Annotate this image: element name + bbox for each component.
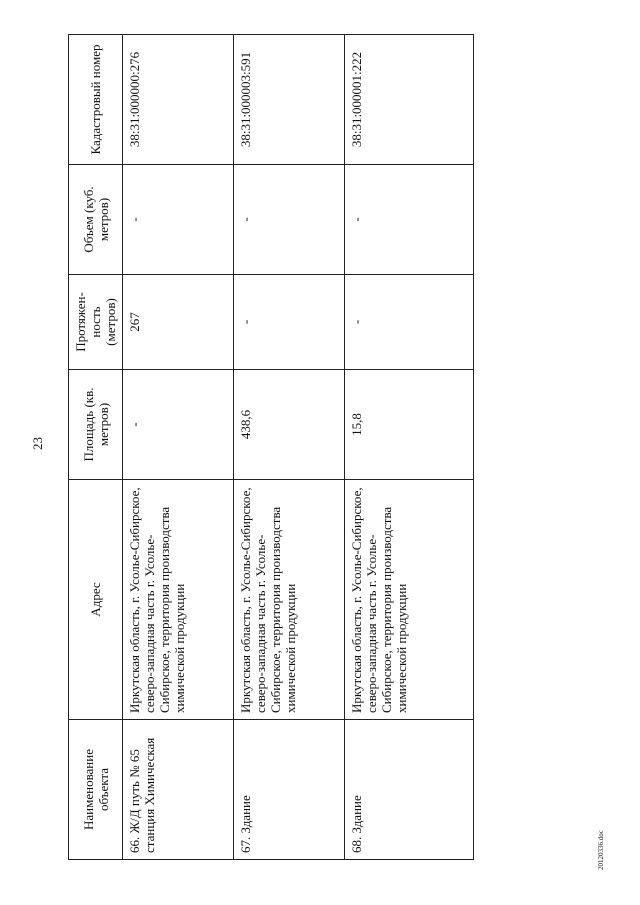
cell-length: 267 [123,275,234,370]
cell-length: - [234,275,345,370]
cell-area: 15,8 [345,370,474,480]
cell-name: 68. Здание [345,720,474,860]
cell-length: - [345,275,474,370]
cell-volume: - [345,165,474,275]
objects-table [68,34,474,860]
table-header-row [69,35,123,860]
header-volume: Объем (куб. метров) [69,165,123,275]
cell-address: Иркутская область, г. Усолье-Сибирское, северо-западная часть г. Усолье-Сибирское, территория производства химической продукции [234,480,345,720]
header-area: Площадь (кв. метров) [69,370,123,480]
cell-area: - [123,370,234,480]
cell-area: 438,6 [234,370,345,480]
header-name: Наименование объекта [69,720,123,860]
cell-address: Иркутская область, г. Усолье-Сибирское, северо-западная часть г. Усолье-Сибирское, территория производства химической продукции [345,480,474,720]
table-row [345,35,474,860]
cell-address: Иркутская область, г. Усолье-Сибирское, северо-западная часть г. Усолье-Сибирское, территория производства химической продукции [123,480,234,720]
cell-cadastral: 38:31:000001:222 [345,35,474,165]
cell-name: 66. Ж/Д путь № 65 станция Химическая [123,720,234,860]
table-row [123,35,234,860]
cell-cadastral: 38:31:000000:276 [123,35,234,165]
header-cadastral: Кадастровый номер [69,35,123,165]
header-length: Протяжен-ность (метров) [69,275,123,370]
cell-volume: - [123,165,234,275]
page-number: 23 [30,437,45,450]
header-address: Адрес [69,480,123,720]
footer-filename: 20120336.doc [597,830,605,870]
cell-cadastral: 38:31:000003:591 [234,35,345,165]
cell-name: 67. Здание [234,720,345,860]
rotated-table-wrapper [68,35,568,860]
cell-volume: - [234,165,345,275]
table-row [234,35,345,860]
